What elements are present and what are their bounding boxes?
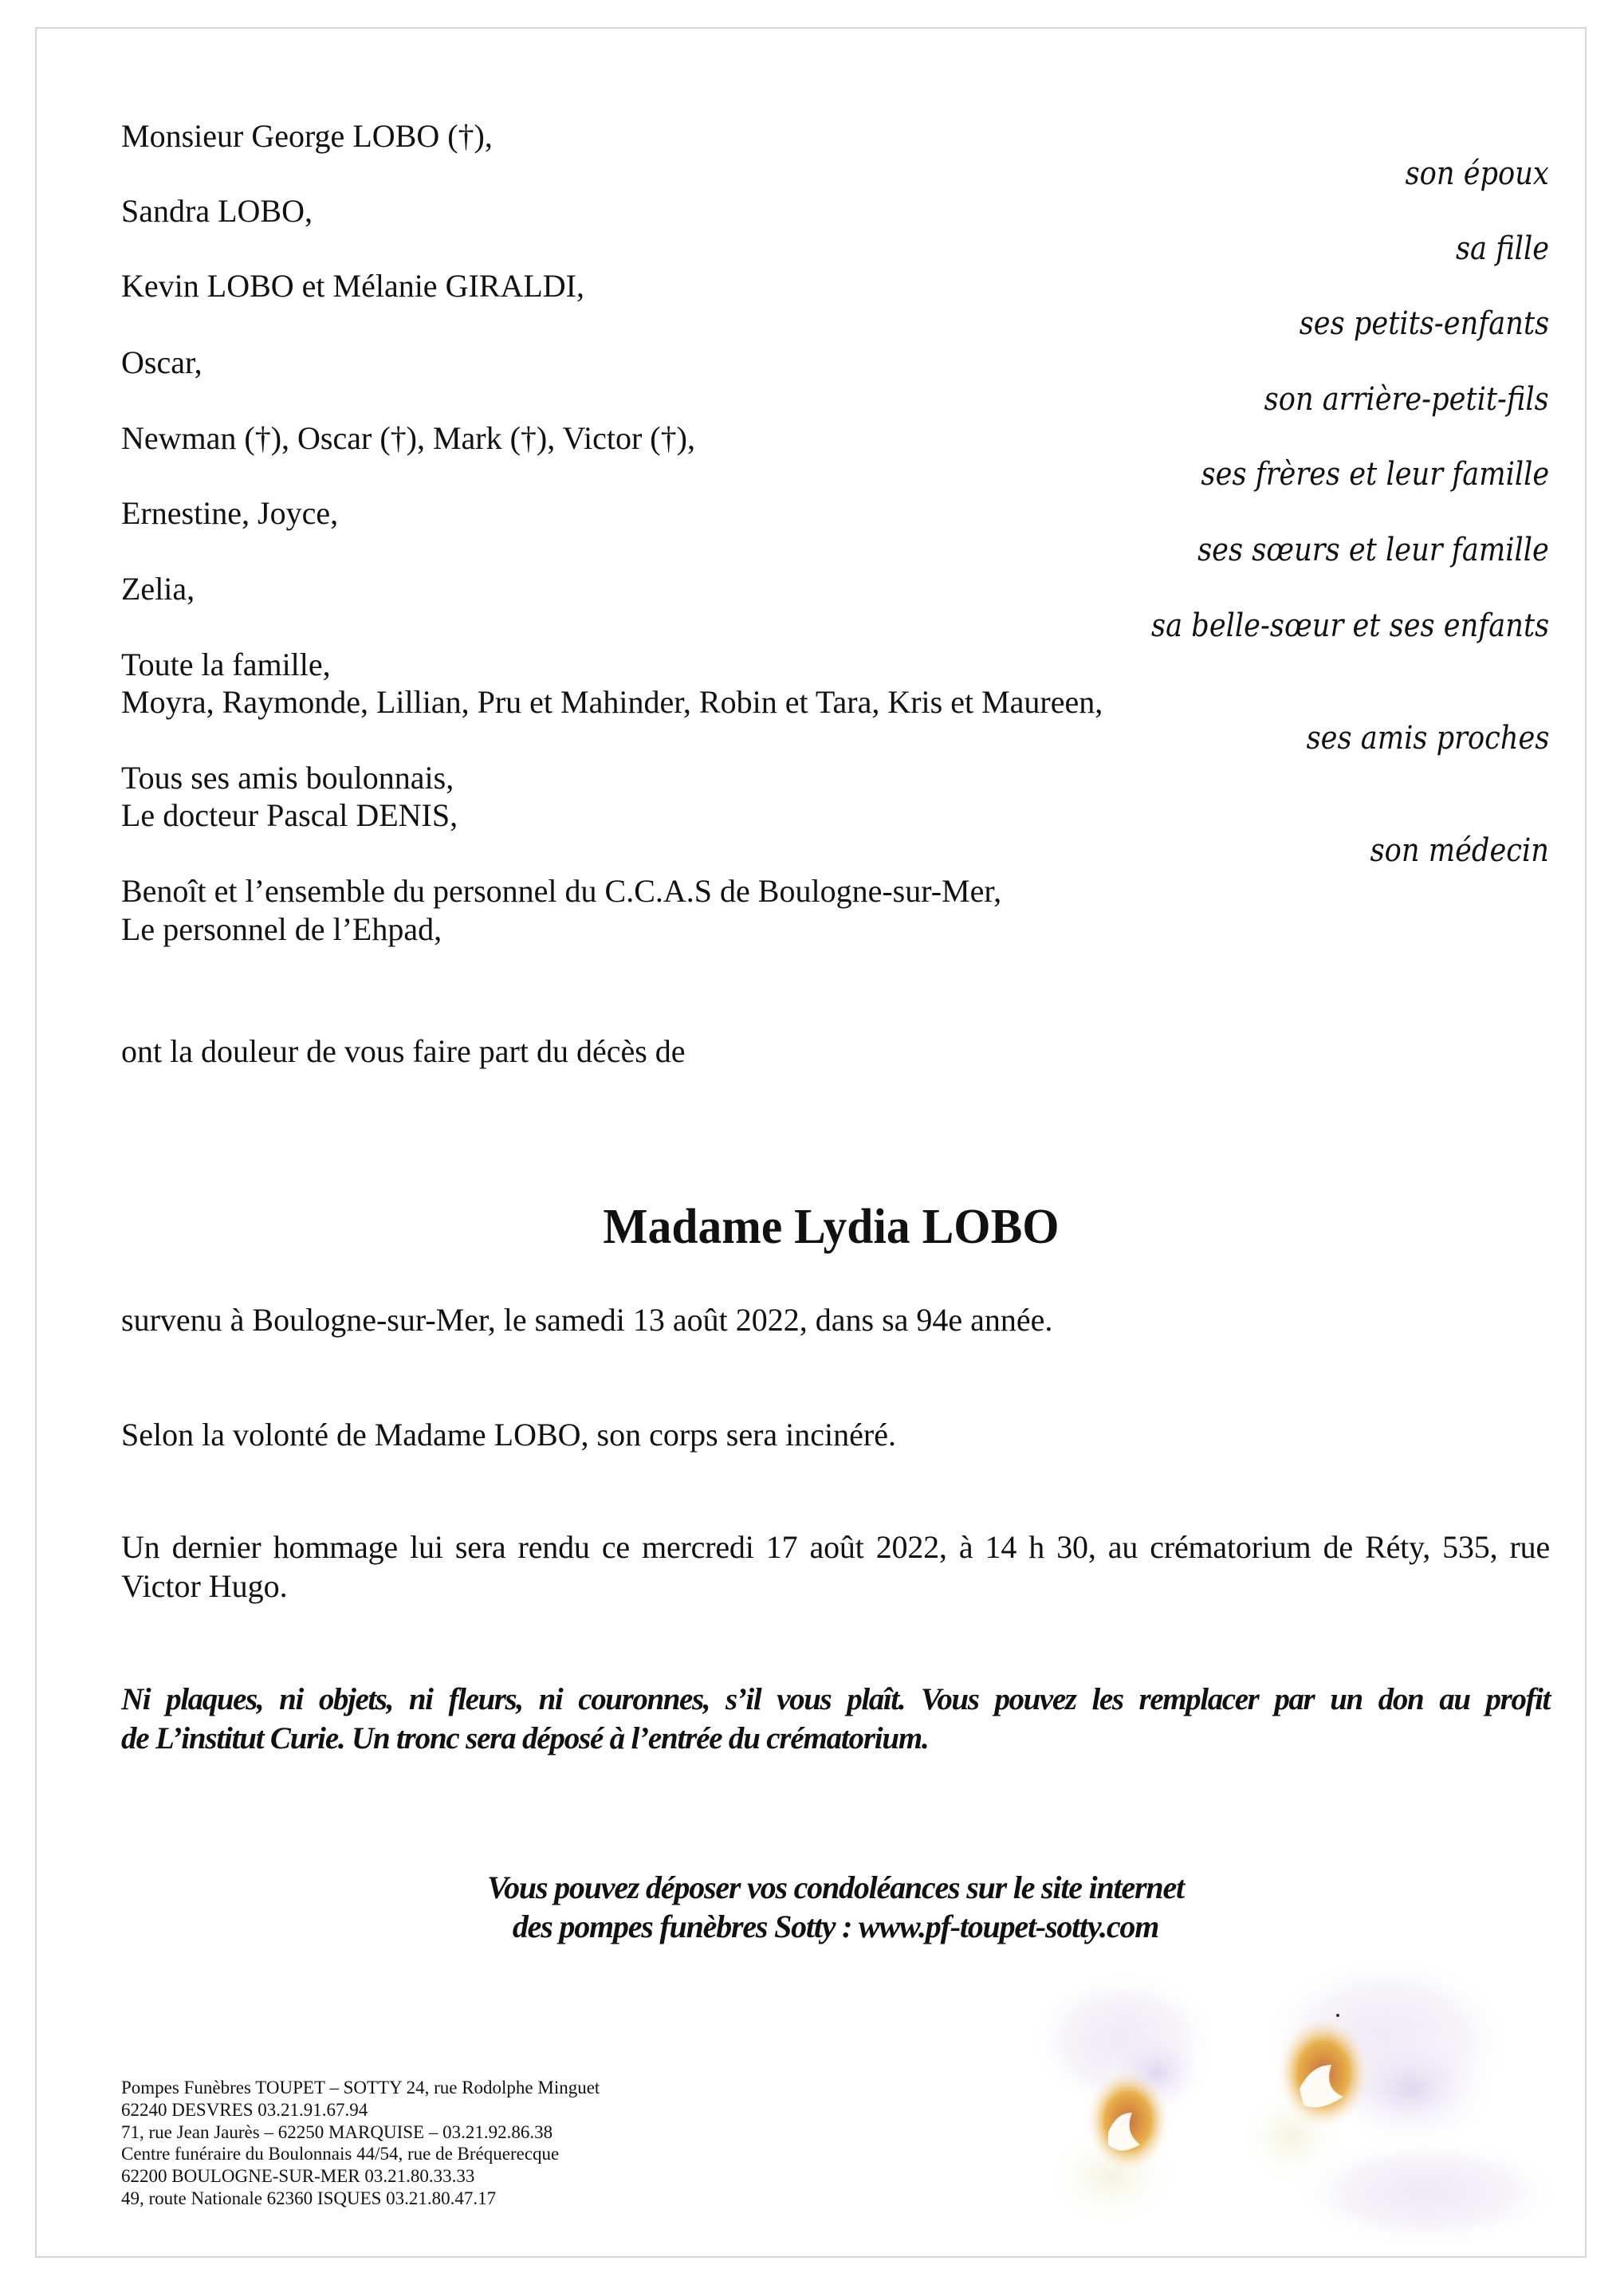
condolence-line-1: Vous pouvez déposer vos condoléances sur le site internet: [487, 1869, 1184, 1905]
family-member: Zelia,: [121, 571, 195, 607]
address-line: 62240 DESVRES 03.21.91.67.94: [121, 2100, 368, 2120]
tribute-line-2: Victor Hugo.: [121, 1568, 288, 1604]
address-line: 71, rue Jean Jaurès – 62250 MARQUISE – 03.21.92.86.38: [121, 2122, 553, 2142]
family-member: Newman (†), Oscar (†), Mark (†), Victor (†),: [121, 420, 695, 456]
condolence-line-2: des pompes funèbres Sotty : www.pf-toupet-sotty.com: [512, 1909, 1159, 1944]
relation-label: ses amis proches: [1306, 720, 1549, 757]
family-member: Monsieur George LOBO (†),: [121, 118, 493, 154]
family-member: Moyra, Raymonde, Lillian, Pru et Mahinder, Robin et Tara, Kris et Maureen,: [121, 684, 1103, 720]
relation-label: son arrière-petit-fils: [1264, 381, 1549, 418]
orchid-left: [1036, 1969, 1220, 2232]
address-line: 49, route Nationale 62360 ISQUES 03.21.80.47.17: [121, 2188, 497, 2208]
relation-label: ses sœurs et leur famille: [1197, 532, 1549, 568]
request-line-2: de L’institut Curie. Un tronc sera déposé à l’entrée du crématorium.: [121, 1721, 929, 1755]
announcement-intro: ont la douleur de vous faire part du décès de: [121, 1033, 686, 1069]
address-line: 62200 BOULOGNE-SUR-MER 03.21.80.33.33: [121, 2166, 475, 2186]
relation-label: ses frères et leur famille: [1201, 456, 1549, 493]
death-details: survenu à Boulogne-sur-Mer, le samedi 13 août 2022, dans sa 94e année.: [121, 1302, 1053, 1338]
relation-label: sa belle-sœur et ses enfants: [1150, 607, 1549, 644]
address-line: Pompes Funèbres TOUPET – SOTTY 24, rue Rodolphe Minguet: [121, 2078, 600, 2097]
request-line-1: Ni plaques, ni objets, ni fleurs, ni couronnes, s’il vous plaît. Vous pouvez les remplacer par un don au profit: [121, 1682, 1550, 1716]
tribute-line-1: Un dernier hommage lui sera rendu ce mercredi 17 août 2022, à 14 h 30, au crématorium de Réty, 535, rue: [121, 1529, 1550, 1565]
family-member: Oscar,: [121, 344, 203, 380]
family-member: Toute la famille,: [121, 647, 331, 682]
family-member: Tous ses amis boulonnais,: [121, 760, 454, 796]
orchid-right: [1236, 1953, 1563, 2248]
cremation-note: Selon la volonté de Madame LOBO, son corps sera incinéré.: [121, 1417, 896, 1453]
family-member: Kevin LOBO et Mélanie GIRALDI,: [121, 268, 584, 304]
family-member: Benoît et l’ensemble du personnel du C.C.A.S de Boulogne-sur-Mer,: [121, 873, 1002, 909]
family-member: Le personnel de l’Ehpad,: [121, 911, 442, 947]
relation-label: sa fille: [1455, 230, 1549, 267]
family-member: Ernestine, Joyce,: [121, 495, 339, 531]
family-member: Sandra LOBO,: [121, 193, 313, 229]
relation-label: son médecin: [1370, 832, 1549, 869]
family-member: Le docteur Pascal DENIS,: [121, 797, 458, 833]
address-line: Centre funéraire du Boulonnais 44/54, rue de Bréquerecque: [121, 2144, 560, 2164]
deceased-name: Madame Lydia LOBO: [603, 1200, 1060, 1254]
relation-label: son époux: [1405, 155, 1549, 192]
orchid-flowers-image: [1036, 1953, 1587, 2256]
relation-label: ses petits-enfants: [1299, 305, 1549, 342]
